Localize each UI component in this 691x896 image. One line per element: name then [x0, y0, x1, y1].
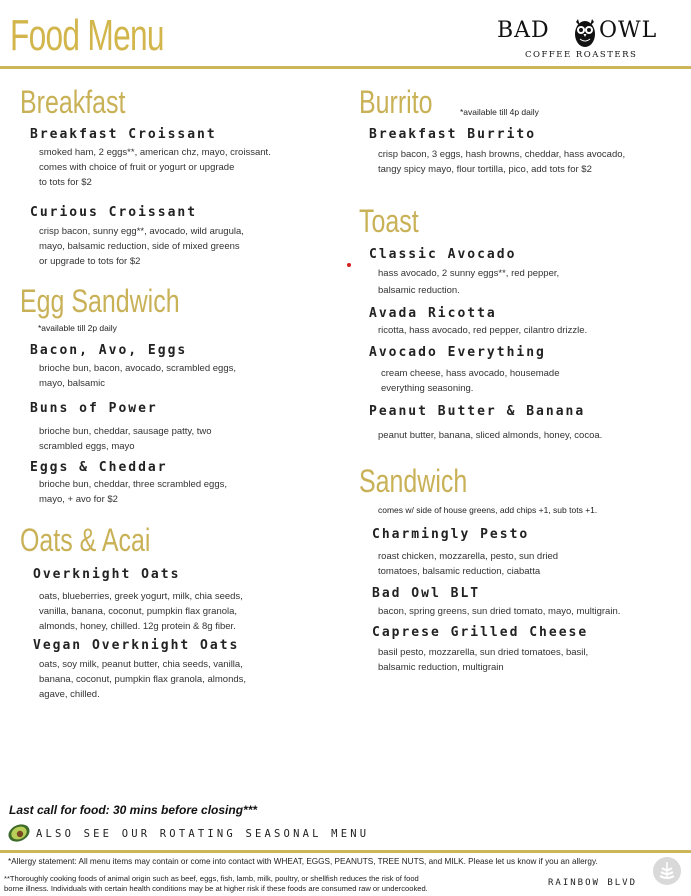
item-overknight-oats: Overknight Oats	[33, 567, 181, 582]
brand-sub: COFFEE ROASTERS	[525, 50, 638, 60]
section-title-burrito: Burrito	[359, 84, 433, 120]
item-desc: brioche bun, cheddar, three scrambled eggs, mayo, + avo for $2	[39, 479, 228, 505]
red-dot	[347, 263, 351, 267]
sandwich-note: comes w/ side of house greens, add chips +1, sub tots +1.	[378, 505, 598, 515]
avocado-icon	[7, 823, 31, 847]
item-avocado-everything: Avocado Everything	[369, 345, 546, 360]
location-label: RAINBOW BLVD	[548, 878, 638, 888]
seasonal-menu-text: ALSO SEE OUR ROTATING SEASONAL MENU	[36, 828, 370, 840]
item-desc: hass avocado, 2 sunny eggs**, red pepper, balsamic reduction.	[378, 268, 560, 296]
item-buns-of-power: Buns of Power	[30, 401, 158, 416]
item-breakfast-burrito: Breakfast Burrito	[369, 127, 537, 142]
item-classic-avocado: Classic Avocado	[369, 247, 517, 262]
allergy-statement: *Allergy statement: All menu items may contain or come into contact with WHEAT, EGGS, PEANUTS, TREE NUTS, and MILK. Please let us know if you an allergy.	[8, 857, 598, 866]
item-desc: roast chicken, mozzarella, pesto, sun dried tomatoes, balsamic reduction, ciabatta	[378, 551, 559, 577]
section-title-oats-acai: Oats & Acai	[20, 522, 151, 558]
item-desc: brioche bun, cheddar, sausage patty, two scrambled eggs, mayo	[39, 426, 212, 452]
item-caprese-grilled-cheese: Caprese Grilled Cheese	[372, 625, 589, 640]
section-title-egg-sandwich: Egg Sandwich	[20, 283, 180, 319]
section-title-breakfast: Breakfast	[20, 84, 126, 120]
page-title: Food Menu	[10, 11, 164, 60]
footer-divider	[0, 850, 691, 853]
item-curious-croissant: Curious Croissant	[30, 205, 198, 220]
item-desc: peanut butter, banana, sliced almonds, honey, cocoa.	[378, 430, 603, 441]
header-divider	[0, 66, 691, 69]
item-desc: oats, blueberries, greek yogurt, milk, chia seeds, vanilla, banana, coconut, pumpkin flax granola, almonds, honey, chilled. 12g protein & 8g fiber.	[39, 591, 243, 632]
item-bacon-avo-eggs: Bacon, Avo, Eggs	[30, 343, 188, 358]
brand-logo	[497, 16, 687, 64]
owl-icon	[573, 16, 597, 52]
item-desc: brioche bun, bacon, avocado, scrambled eggs, mayo, balsamic	[39, 363, 236, 389]
item-eggs-cheddar: Eggs & Cheddar	[30, 460, 168, 475]
item-desc: bacon, spring greens, sun dried tomato, mayo, multigrain.	[378, 606, 621, 617]
item-vegan-overknight-oats: Vegan Overknight Oats	[33, 638, 240, 653]
item-desc: crisp bacon, sunny egg**, avocado, wild arugula, mayo, balsamic reduction, side of mixed greens or upgrade to tots for $2	[39, 226, 244, 267]
egg-sandwich-note: *available till 2p daily	[38, 323, 117, 333]
section-title-toast: Toast	[359, 203, 419, 239]
brand-right: OWL	[599, 18, 658, 43]
item-desc: basil pesto, mozzarella, sun dried tomatoes, basil, balsamic reduction, multigrain	[378, 647, 589, 673]
item-desc: oats, soy milk, peanut butter, chia seeds, vanilla, banana, coconut, pumpkin flax granola, almonds, agave, chilled.	[39, 659, 247, 700]
burrito-note: *available till 4p daily	[460, 107, 539, 117]
item-desc: cream cheese, hass avocado, housemade everything seasoning.	[381, 368, 560, 394]
section-title-sandwich: Sandwich	[359, 463, 468, 499]
item-desc: smoked ham, 2 eggs**, american chz, mayo, croissant. comes with choice of fruit or yogurt or upgrade to tots for $2	[39, 147, 271, 188]
item-avada-ricotta: Avada Ricotta	[369, 306, 497, 321]
item-charmingly-pesto: Charmingly Pesto	[372, 527, 530, 542]
item-desc: crisp bacon, 3 eggs, hash browns, cheddar, hass avocado, tangy spicy mayo, flour tortilla, pico, add tots for $2	[378, 149, 626, 175]
cooking-statement: **Thoroughly cooking foods of animal origin such as beef, eggs, fish, lamb, milk, poultry, or shellfish reduces the risk of food borne illness. Individuals with certain health conditions may be at higher risk if these foods are consumed raw or undercooked.	[4, 874, 428, 893]
latte-art-icon	[652, 856, 682, 890]
item-peanut-butter-banana: Peanut Butter & Banana	[369, 404, 586, 419]
item-desc: ricotta, hass avocado, red pepper, cilantro drizzle.	[378, 325, 588, 336]
item-bad-owl-blt: Bad Owl BLT	[372, 586, 481, 601]
item-breakfast-croissant: Breakfast Croissant	[30, 127, 217, 142]
brand-left: BAD	[497, 18, 550, 43]
last-call-text: Last call for food: 30 mins before closing***	[9, 803, 258, 817]
